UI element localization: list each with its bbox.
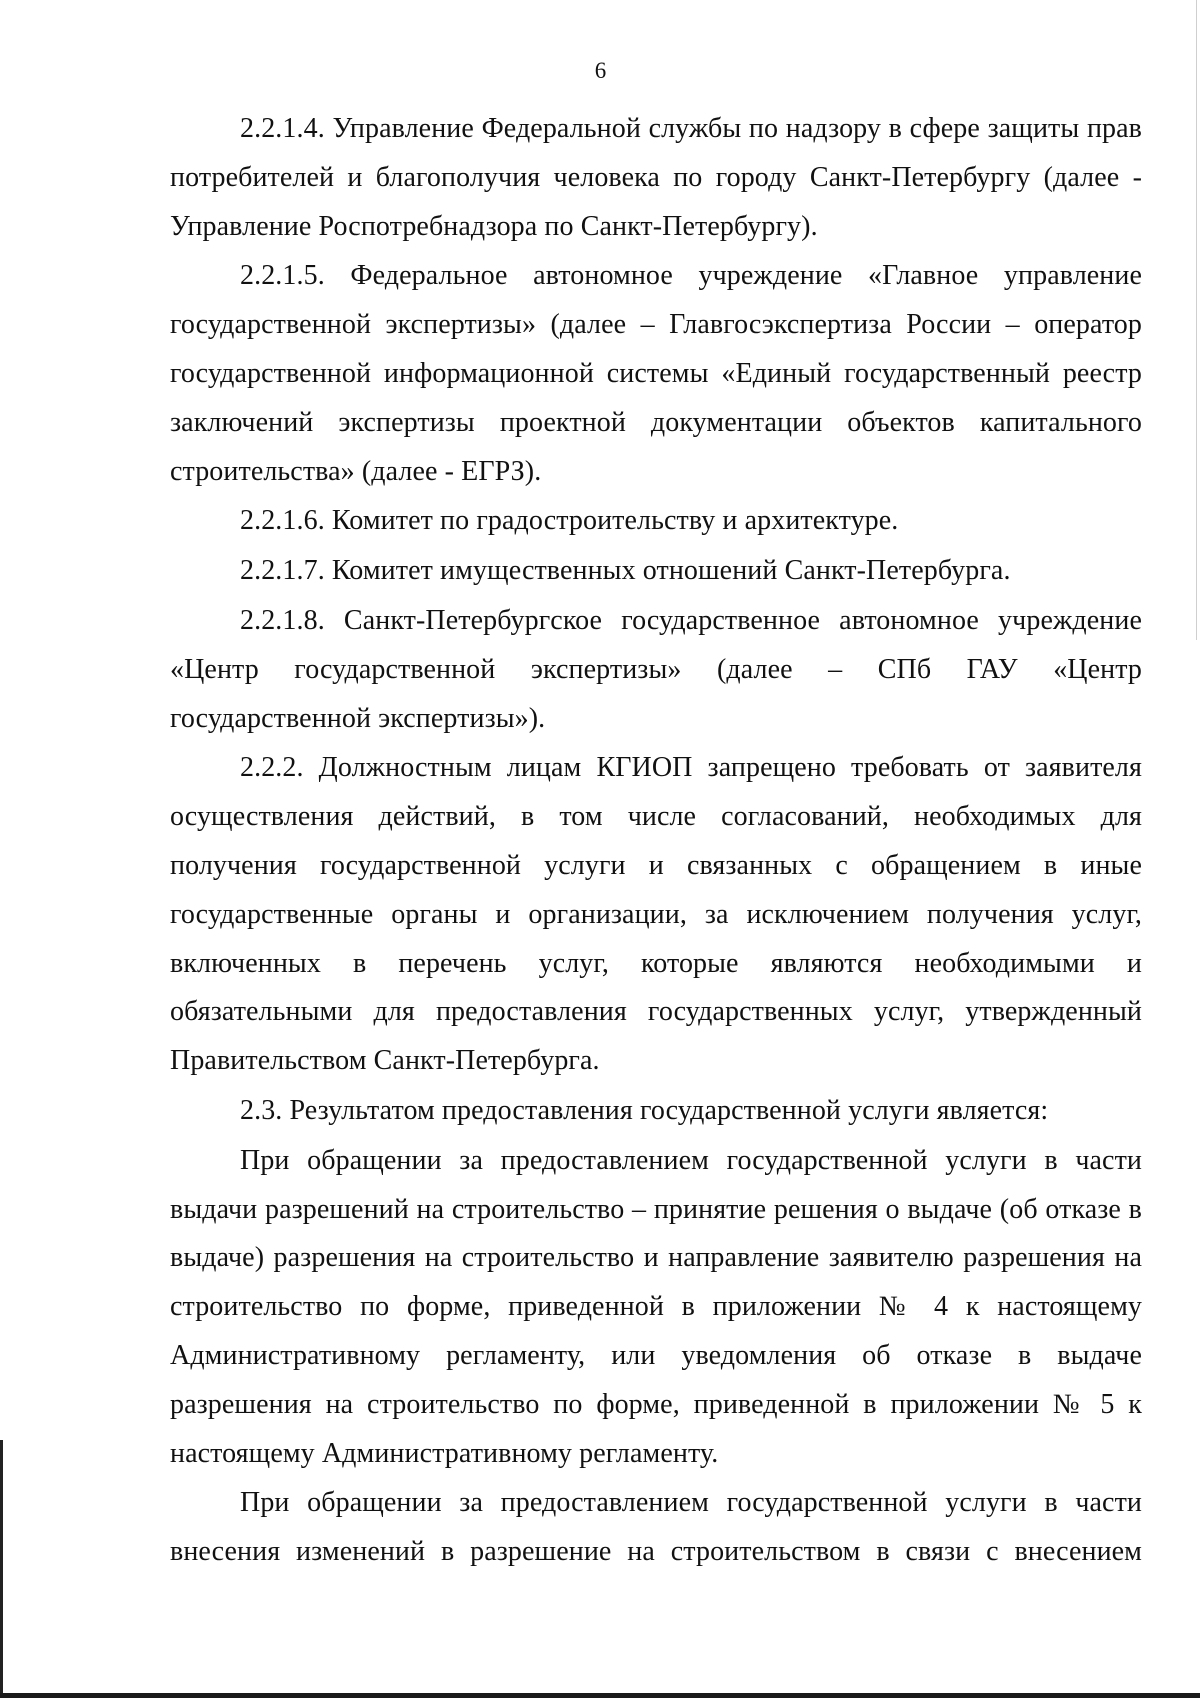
scan-edge-left <box>0 1440 3 1698</box>
document-body <box>170 105 1142 1578</box>
paragraph-2-2-1-7: 2.2.1.7. Комитет имущественных отношений Санкт-Петербурга. <box>240 555 1011 587</box>
paragraph-result-issuance: При обращении за предоставлением государственной услуги в части выдачи разрешений на строительство – принятие решения о выдаче (об отказе в выдаче) разрешения на строительство и направление заявителю разрешения на строительство по форме, приведенной в приложении № 4 к настоящему Административному регламенту, или уведомления об отказе в выдаче разрешения на строительство по форме, приведенной в приложении № 5 к настоящему Административному регламенту. <box>170 1144 1142 1469</box>
paragraph-2-2-1-6: 2.2.1.6. Комитет по градостроительству и архитектуре. <box>240 505 899 537</box>
paragraph-2-2-1-5: 2.2.1.5. Федеральное автономное учреждение «Главное управление государственной экспертизы» (далее – Главгосэкспертиза России – оператор государственной информационной системы «Единый государственный реестр заключений экспертизы проектной документации объектов капитального строительства» (далее - ЕГРЗ). <box>170 260 1142 487</box>
paragraph-2-3: 2.3. Результатом предоставления государственной услуги является: <box>240 1094 1049 1126</box>
paragraph-result-amendment: При обращении за предоставлением государственной услуги в части внесения изменений в разрешение на строительством в связи с внесением <box>170 1487 1142 1568</box>
page-number: 6 <box>594 58 607 83</box>
paragraph-2-2-1-4: 2.2.1.4. Управление Федеральной службы по надзору в сфере защиты прав потребителей и благополучия человека по городу Санкт-Петербургу (далее - Управление Роспотребнадзора по Санкт-Петербургу). <box>170 113 1142 242</box>
scan-edge-bottom <box>0 1693 1200 1698</box>
scan-edge-right <box>1196 0 1197 640</box>
paragraph-2-2-1-8: 2.2.1.8. Санкт-Петербургское государственное автономное учреждение «Центр государственной экспертизы» (далее – СПб ГАУ «Центр государственной экспертизы»). <box>170 604 1142 734</box>
paragraph-2-2-2: 2.2.2. Должностным лицам КГИОП запрещено требовать от заявителя осуществления действий, в том числе согласований, необходимых для получения государственной услуги и связанных с обращением в иные государственные органы и организации, за исключением получения услуг, включенных в перечень услуг, которые являются необходимыми и обязательными для предоставления государственных услуг, утвержденный Правительством Санкт-Петербурга. <box>170 752 1142 1077</box>
